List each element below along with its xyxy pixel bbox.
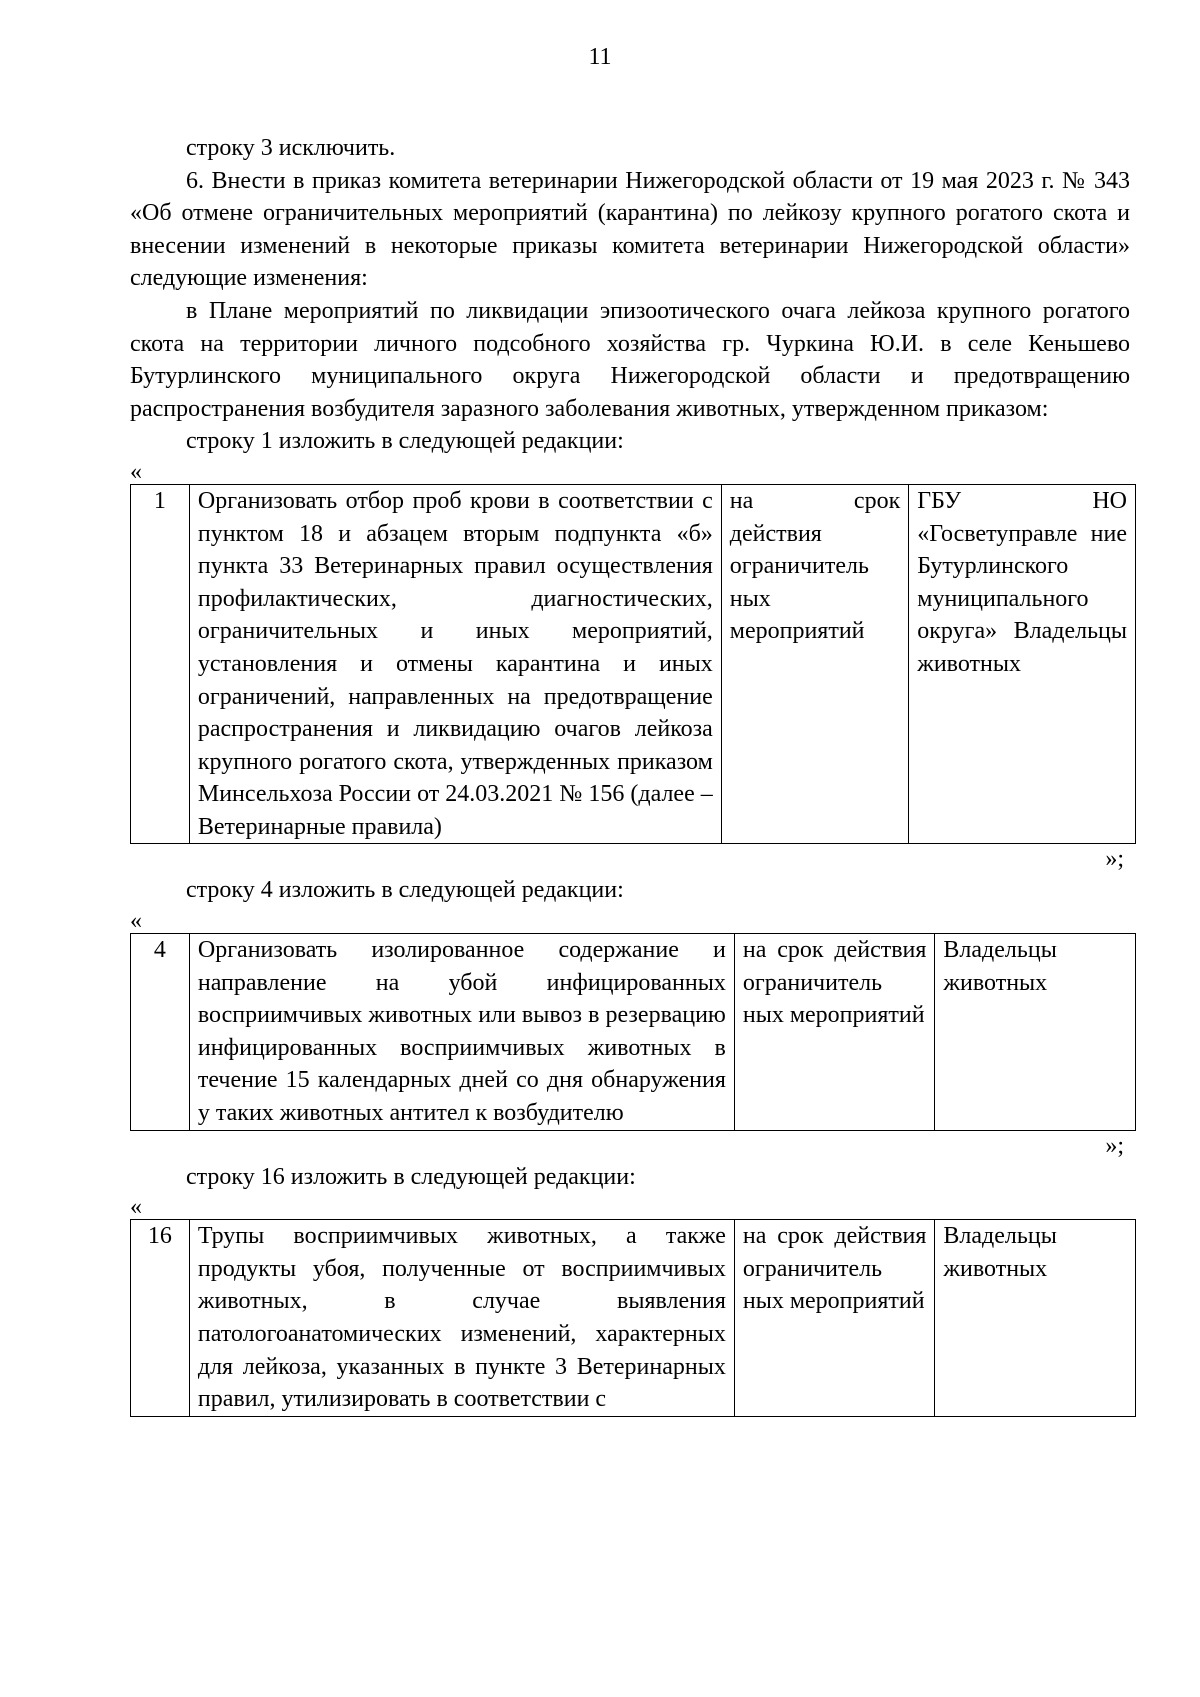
row-responsible: Владельцы животных [935,1220,1136,1417]
table-row [131,934,1136,1131]
row-number: 1 [131,484,190,844]
row-responsible: ГБУ НО «Госветуправле ние Бутурлинского муниципального округа» Владельцы животных [909,484,1136,844]
row-action: Организовать изолированное содержание и направление на убой инфицированных восприимчивых животных или вывоз в резервацию инфицированных восприимчивых животных в течение 15 календарных дней со дня обнаружения у таких животных антител к возбудителю [189,934,734,1131]
row-term: на срок действия ограничитель ных мероприятий [734,934,935,1131]
row-term: на срок действия ограничитель ных мероприятий [734,1220,935,1417]
closing-quote: »; [1105,846,1124,873]
page-number: 11 [588,44,612,70]
row-number: 4 [131,934,190,1131]
row-action: Организовать отбор проб крови в соответствии с пунктом 18 и абзацем вторым подпункта «б» пункта 33 Ветеринарных правил осуществления профилактических, диагностических, ограничительных и иных мероприятий, установления и отмены карантина и иных ограничений, направленных на предотвращение распространения и ликвидацию очагов лейкоза крупного рогатого скота, утвержденных приказом Минсельхоза России от 24.03.2021 № 156 (далее – Ветеринарные правила) [189,484,721,844]
table-row-16 [130,1219,1136,1417]
document-body [130,132,1130,1417]
table-row-4 [130,933,1136,1131]
paragraph: в Плане мероприятий по ликвидации эпизоотического очага лейкоза крупного рогатого скота на территории личного подсобного хозяйства гр. Чуркина Ю.И. в селе Кеньшево Бутурлинского муниципального округа Нижегородской области и предотвращению распространения возбудителя заразного заболевания животных, утвержденном приказом: [130,297,1130,422]
closing-quote: »; [1105,1132,1124,1159]
row-term: на срок действия ограничитель ных мероприятий [721,484,908,844]
paragraph: 6. Внести в приказ комитета ветеринарии Нижегородской области от 19 мая 2023 г. № 343 «Об отмене ограничительных мероприятий (карантина) по лейкозу крупного рогатого скота и внесении изменений в некоторые приказы комитета ветеринарии Нижегородской области» следующие изменения: [130,167,1130,292]
opening-quote: « [130,908,142,935]
paragraph: строку 16 изложить в следующей редакции: [186,1163,636,1190]
paragraph: строку 4 изложить в следующей редакции: [186,877,624,904]
paragraph: строку 1 изложить в следующей редакции: [186,428,624,455]
row-action: Трупы восприимчивых животных, а также продукты убоя, полученные от восприимчивых животных, в случае выявления патологоанатомических изменений, характерных для лейкоза, указанных в пункте 3 Ветеринарных правил, утилизировать в соответствии с [189,1220,734,1417]
paragraph: строку 3 исключить. [186,135,396,161]
table-row [131,484,1136,844]
opening-quote: « [130,1194,142,1221]
opening-quote: « [130,458,142,485]
table-row-1 [130,484,1136,845]
table-row [131,1220,1136,1417]
row-number: 16 [131,1220,190,1417]
row-responsible: Владельцы животных [935,934,1136,1131]
